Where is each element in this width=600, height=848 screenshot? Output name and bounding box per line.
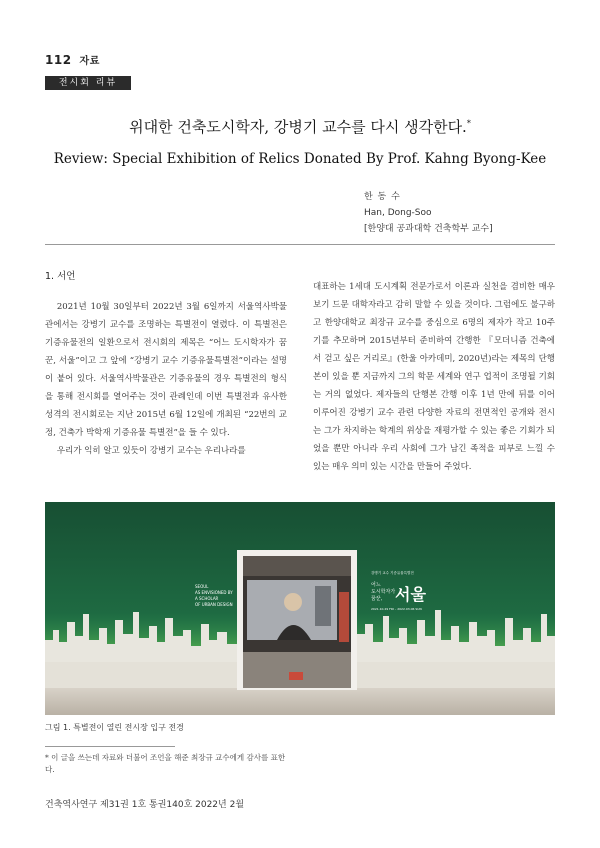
author-affiliation: [한양대 공과대학 건축학부 교수] bbox=[364, 224, 493, 234]
author-block bbox=[364, 189, 493, 237]
title-korean-text: 위대한 건축도시학자, 강병기 교수를 다시 생각한다. bbox=[129, 118, 467, 136]
wall-text-line: SEOUL bbox=[195, 584, 209, 589]
wall-title-line: 꿈꾼, bbox=[371, 596, 383, 602]
journal-footer: 건축역사연구 제31권 1호 통권140호 2022년 2월 bbox=[45, 800, 245, 810]
section-heading: 1. 서언 bbox=[45, 271, 76, 282]
wall-text-line: A SCHOLAR bbox=[195, 596, 219, 601]
footnote-divider bbox=[45, 746, 175, 747]
left-column bbox=[45, 268, 287, 460]
wall-text-line: OF URBAN DESIGN bbox=[195, 602, 233, 607]
header-divider bbox=[45, 244, 555, 245]
paragraph: 우리가 익히 알고 있듯이 강병기 교수는 우리나라를 bbox=[56, 446, 246, 456]
title-footnote-mark: * bbox=[466, 119, 471, 128]
figure-caption: 그림 1. 특별전이 열린 전시장 입구 전경 bbox=[45, 723, 184, 732]
wall-title-line: 어느 bbox=[371, 582, 381, 588]
paragraph: 대표하는 1세대 도시계획 전문가로서 이론과 실천을 겸비한 매우 보기 드문 대학자라고 감히 말할 수 있을 것이다. 그럼에도 불구하고 한양대학교 최장규 교수를 중심으로 6명의 제자가 작고 10주기를 추모하며 2015년부터 준비하여 간행한 『모더니즘 건축에서 걷고 싶은 거리로』(한울 아카데미, 2020년)라는 제목의 단행본이 있을 뿐 지금까지 그의 학문 세계와 연구 업적이 조명될 기회는 거의 없었다. 제자들의 단행본 간행 이후 1년 만에 뒤를 이어 이루어진 강병기 교수 관련 다양한 자료의 전면적인 공개와 전시는 그가 차지하는 학계의 위상을 재평가할 수 있는 좋은 기회가 되었을 뿐만 아니라 우리 사회에 그가 남긴 족적을 피부로 느낄 수 있는 매우 의미 있는 시간을 만들어 주었다. bbox=[313, 282, 555, 472]
wall-dates: 2021.10.29 FRI – 2022.03.06 SUN bbox=[371, 607, 422, 611]
author-name-korean: 한 동 수 bbox=[364, 192, 401, 202]
wall-title-big: 서울 bbox=[395, 585, 426, 604]
category-tag: 전시회 리뷰 bbox=[45, 76, 131, 90]
page-header bbox=[45, 52, 100, 67]
wall-subtitle: 강병기 교수 기증유물특별전 bbox=[371, 571, 414, 575]
paragraph: 2021년 10월 30일부터 2022년 3월 6일까지 서울역사박물관에서는 강병기 교수를 조명하는 특별전이 열렸다. 이 특별전은 기증유물전의 일환으로서 전시회의 제목은 “어느 도시학자가 꿈꾼, 서울”이고 그 앞에 “강병기 교수 기증유물특별전”이라는 설명이 붙어 있다. 서울역사박물관은 기증유물의 경우 특별전의 형식을 통해 전시회를 열어주는 것이 관례인데 이번 특별전과 유사한 성격의 전시회로는 지난 2015년 6월 12일에 개최된 “22번의 교정, 건축가 박학재 기증유물 특별전”을 들 수 있다. bbox=[45, 302, 287, 438]
footnote: * 이 글을 쓰는데 자료와 더불어 조언을 해준 최장규 교수에게 감사를 표한다. bbox=[45, 753, 286, 774]
author-name-english: Han, Dong-Soo bbox=[364, 208, 432, 218]
wall-text-line: AS ENVISIONED BY bbox=[195, 590, 233, 595]
page-number: 112 bbox=[45, 53, 72, 67]
title-korean bbox=[0, 116, 600, 137]
wall-title-line: 도시학자가 bbox=[371, 589, 396, 595]
right-column bbox=[313, 278, 555, 476]
title-english: Review: Special Exhibition of Relics Donated By Prof. Kahng Byong-Kee bbox=[53, 151, 547, 167]
exhibition-entrance-photo bbox=[45, 502, 555, 715]
header-section: 자료 bbox=[79, 56, 100, 67]
